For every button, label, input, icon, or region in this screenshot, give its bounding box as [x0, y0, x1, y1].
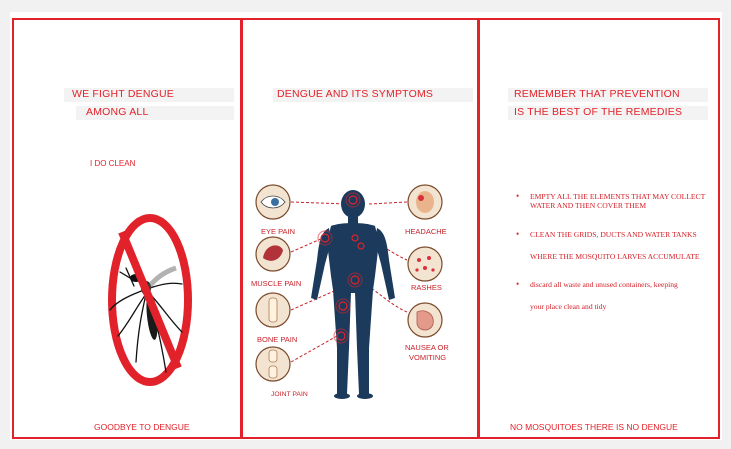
tip-line: your place clean and tidy [530, 302, 607, 311]
label-joint-pain: JOINT PAIN [271, 391, 308, 398]
muscle-icon [256, 237, 290, 271]
tip-line: WATER AND THEN COVER THEM [530, 201, 647, 210]
tip-line: • CLEAN THE GRIDS, DUCTS AND WATER TANKS [530, 230, 697, 239]
tip-line: • discard all waste and unused containers, keeping [530, 280, 678, 289]
prevention-tips [516, 192, 705, 318]
footer-goodbye: GOODBYE TO DENGUE [94, 422, 190, 432]
label-bone-pain: BONE PAIN [257, 335, 298, 344]
heading-among-all: AMONG ALL [86, 106, 149, 118]
panel-fight-dengue [12, 18, 242, 439]
tip-item [516, 274, 705, 318]
heading-prevention: REMEMBER THAT PREVENTION [514, 88, 680, 100]
slogan-clean: I DO CLEAN [90, 159, 136, 168]
label-eye-pain: EYE PAIN [261, 227, 296, 236]
label-rashes: RASHES [411, 283, 442, 292]
tip-line: WHERE THE MOSQUITO LARVES ACCUMULATE [530, 252, 700, 261]
symptoms-diagram [249, 180, 475, 408]
head-icon [408, 185, 442, 219]
tip-item [516, 192, 705, 212]
tip-line: • EMPTY ALL THE ELEMENTS THAT MAY COLLECT [530, 192, 706, 201]
heading-fight-dengue: WE FIGHT DENGUE [72, 88, 174, 100]
stomach-icon [408, 303, 442, 337]
joint-icon [256, 347, 290, 381]
label-nausea-line2: VOMITING [409, 353, 447, 362]
panel-prevention [478, 18, 720, 439]
footer-no-mosquitoes: NO MOSQUITOES THERE IS NO DENGUE [510, 422, 678, 432]
label-nausea-line1: NAUSEA OR [405, 343, 449, 352]
human-body-icon [311, 190, 395, 399]
panel-symptoms [241, 18, 479, 439]
bone-icon [256, 293, 290, 327]
label-muscle-pain: MUSCLE PAIN [251, 279, 302, 288]
eye-icon [256, 185, 290, 219]
tip-item [516, 224, 705, 261]
rash-icon [408, 247, 442, 281]
heading-symptoms: DENGUE AND ITS SYMPTOMS [277, 88, 434, 100]
heading-best-remedies: IS THE BEST OF THE REMEDIES [514, 106, 683, 118]
no-mosquito-icon [106, 212, 194, 388]
label-headache: HEADACHE [405, 227, 447, 236]
